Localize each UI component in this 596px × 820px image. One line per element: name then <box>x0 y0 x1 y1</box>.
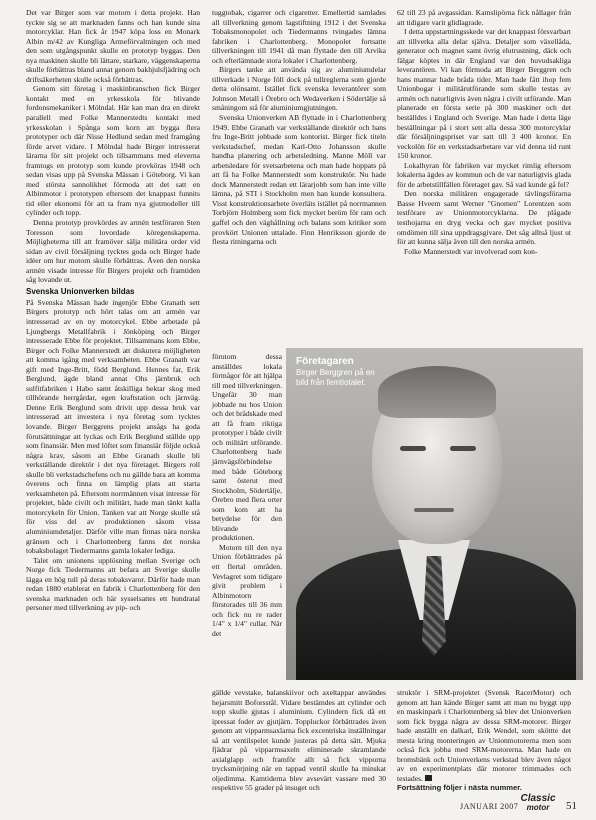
article-column-2-bottom <box>212 688 386 793</box>
photo-mouth <box>414 508 454 512</box>
body-paragraph: Denna prototyp provkördes av armén testföraren Sten Toresson som lovordade köregenskaperna. Möjligheterna till att framöver sälja militära order vid sidan av civil försäljning tycktes goda och Birger hade idéer om hur motorn skulle förbättras. Även den norska armén visade intresse för Birgers projekt och framtiden såg lovande ut. <box>26 218 200 285</box>
continued-note: Fortsättning följer i nästa nummer. <box>397 783 522 793</box>
body-paragraph <box>397 688 571 783</box>
article-column-1 <box>26 8 200 613</box>
body-paragraph: tuggtobak, cigarrer och cigaretter. Emellertid samlades all tillverkning genom lagstiftning 1912 i det Svenska Tobaksmonopolet och Tiedermanns tvingades lämna fabriken i Charlottenberg. Monopolet fortsatte tillverkningen till 1941 då man flyttade den till Arvika och efterlämnade stora lokaler i Charlottenberg. <box>212 8 386 65</box>
body-paragraph: Folke Mannerstedt var involverad som kon- <box>404 246 538 256</box>
photo-brow <box>450 446 476 451</box>
body-paragraph: I detta uppstartningsskede var det knappast försvarbart att tillverka alla delar själva. Detaljer som växellåda, generator och magnet samt övrig elutrustning, däck och fälgar köptes in där England var den huvudsakliga leverantören. Vi kan förmoda att Birger Berggren och hans mannar hade bråda tider. Man hade fått ihop fem Unionbogar i militärutförande som skulle testas av armén och naturligtvis även några i civilt utförande. Man planerade en första serie på 300 maskiner och det beställdes i England och Sverige. Man hade i detta läge beställningar på i stort sett alla dessa 300 motorcyklar där försäljningspriset var satt till 3 400 kronor. En veckolön för en verkstadsarbetare var vid denna tid runt 150 kronor. <box>397 27 571 161</box>
logo-line-1: Classic <box>520 793 556 804</box>
body-paragraph: Talet om unionens upplösning mellan Sverige och Norge fick Tiedermanns att befara att Sverige skulle lägga en hög tull på deras tobaksvaror. Därför hade man redan 1880 etablerat en fabrik i Charlottenberg för den svenska marknaden och här sysselsattes ett hundratal personer med tillverkning av pip- och <box>26 555 200 613</box>
photo-caption-title: Företagaren <box>296 356 354 367</box>
magazine-logo <box>516 794 560 812</box>
body-paragraph: Genom sitt företag i maskinbranschen fick Birger kontakt med en yrkesskola för blivande fordonsmekaniker i Mölndal. Här kan man dra en direkt parallell med Folke Mannerstedts kontakt med yrkesskolan i Spånga som korn att bygga flera prototyper och där Nisse Hedlund sedan med framgång förde arvet vidare. I Mölndal hade Birger intresserat lärarna för sitt projekt och tillsammans med eleverna framtogs en prototyp som kunde provköras 1948 och sedan visas upp på Svenska Mässan i Göteborg. Vi kan med största sannolikhet förmoda att det satt en Albinmotor i prototypen eftersom det knappast funnits tid eller ekonomi för att ta fram nya gjutmodeller till cylinder och topp. <box>26 84 200 218</box>
body-paragraph: gällde vevstake, balanskiivor och axeltappar användes hejarsmitt Boforsstål. Vidare bestämdes att cylinder och topp skulle gjutas i aluminium. Cylindern fick då ett ipressat foder av gjutjärn. Toppluckor förbättrades även genom att vipparmsaxlarna fick excentriska inställningar så att ventilspelet kunde justeras på detta sätt. Mjuka fjädrar på vipparmsaxeln eliminerade skramlande axialglapp och framför allt så fick vipporna trycksmörjning när en tappad ventil skulle ha minskat oljedimma. Kamtiderna blev avsevärt vassare med 30 respektive 55 grader på insuget och <box>212 688 386 793</box>
section-heading: Svenska Unionverken bildas <box>26 286 135 296</box>
body-paragraph: På Svenska Mässan hade ingenjör Ebbe Granath sett Birgers prototyp och hört talas om att armén var intresserad av en ny motorcykel. Ebbe arbetade på Ljungbergs Metallfabrik i Jönköping och Birger intresserade Ebbe för projektet. Tillsammans kom Ebbe, Birger och Folke Mannerstedt att diskutera möjligheten att komma igång med verksamheten. Ebbe Granath var gift med Inge-Britt, född Berglund. Hennes far, Erik Berglund, ägde bland annat Ohs järnbruk och sulfitfabriken i Habo samt åtskilliga hektar skog med tillhörande herrgårdar, egen kraftstation och järnväg. Denne Erik Berglund som drivit upp dessa bruk var intresserad att investera i nya företag som tycktes lovande. Birger Berggrens projekt ansågs ha goda förutsättningar att lyckas och Erik Berglund ställde upp som finansiär. Men med löftet som finansiär följde också några krav, såsom att Ebbe Granath skulle bli verkställande direktör i det nya företaget. Birgers roll skulle bli verkstadschefens och nu gällde bara att komma överens och finna en lämplig plats att starta verksamheten på. Eftersom norrmännen visat intresse för projektet, både civilt och militärt, hade man tänkt kalla motorcykeln för Union. Tanken var att Norge skulle stå för viss del av produktionen såsom vissa aluminiumdetaljer. Därför ville man finnas nära norska gränsen och i Charlottenberg fanns det norska tobaksbolaget Tiedermanns gamla lokaler lediga. <box>26 297 200 556</box>
logo-line-2: motor <box>526 803 550 812</box>
article-column-3-bottom <box>397 688 571 793</box>
photo-hair <box>378 366 496 418</box>
issue-date: JANUARI 2007 <box>460 802 519 811</box>
photo-caption <box>296 356 386 387</box>
body-paragraph: Lokalhyran för fabriken var mycket rimlig eftersom lokalerna ägdes av kommun och de var naturligtvis glada för de arbetstillfällen företaget gav. Så vad kunde gå fel? <box>397 160 571 189</box>
body-paragraph: Den norska militären engagerade tävlingsförarna Basse Hveem samt Werner "Gnomen" Lorentzen som testförare av Unionmotorcyklarna. De plågade testhojarna en dryg vecka och gav mycket positiva omdömen till sina uppdragsgivare. Det såg alltså ljust ut för att kunna sälja även till den norska armén. <box>397 189 571 247</box>
body-paragraph: Birgers tanke att använda sig av aluminiumdelar tillverkade i Norge föll dock på tullreglerna som gjorde detta olönsamt. Istället fick svenska leverantörer som Johnson Metall i Örebro och Wedaverken i Södertälje så småningom stå för aluminiumgjutningen. <box>212 65 386 113</box>
continued-note-para <box>397 783 571 793</box>
body-paragraph: Svenska Unionverken AB flyttade in i Charlottenberg 1949. Ebbe Granath var verkställande direktör och hans fru Inge-Britt jobbade som kontorist. Birger fick titeln verkstadschef, medan Karl-Otto Johansson skulle handha planering och arbetsledning. Manne Möll var arbetsledare för svetsarbetena och man hade hoppats på att få ha Folke Mannerstedt som konstruktör. Nu hade dock Mannerstedt redan ett lärarjobb som han inte ville lämna, på STI i Stockholm men han kunde konsultera. Visst konstruktionsarbete överläts istället på norrmannen Torbjörn Holmberg som fick mycket beröm för ram och gaffel och den väghållning och balans som kritiker som provkört Unionen uttalade. Finn Henriksson gjorde de flesta ritningarna och <box>212 113 386 247</box>
body-paragraph: förutom dessa anställdes lokala förmågor för att hjälpa till med tillverkningen. Ungefär 30 man jobbade nu hos Union och det brådskade med att få fram riktiga prototyper i både civilt och militärt utförande. Charlottenberg hade järnvägsförbindelse med både Göteborg samt österut med Stockholm, Södertälje, Örebro med flera orter som kom att ha betydelse för den blivande produktionen. <box>212 352 282 543</box>
portrait-photo <box>286 348 583 680</box>
photo-caption-text: Birger Berggren på en bild från femtiotalet. <box>296 368 375 387</box>
body-text: struktör i SRM-projektet (Svensk RacerMotor) och genom att han kände Birger samt att man nu byggt upp en maskinpark i Charlottenberg så blev det Unionverken som fick bygga några av dessa SRM-motorer. Birger hade anställt en dalkarl, Erik Wendel, som sköttte det mesta kring monteringen av Unionmotorerna men som också fick jobba med SRM-motorerna. Man hade en bromsbänk och Unionverkens verkstad blev även något av en experimentplats där motorer trimmades och testades. <box>397 688 571 783</box>
end-mark-icon <box>425 775 432 781</box>
page-number: 51 <box>566 800 577 812</box>
body-paragraph: 62 till 23 på avgassidan. Kamslipörna fick nållager från att tidigare varit glidlagrade. <box>397 8 571 27</box>
article-column-3 <box>397 8 571 256</box>
photo-brow <box>400 446 426 451</box>
body-paragraph: Motorn till den nya Union förbättrades på ett flertal områden. Vevlagret som tidigare givit problem i Albinmotorn förstorades till 36 mm och fick nu re rader 1/4" x 1/4" rullar. När det <box>212 542 282 638</box>
body-paragraph: Det var Birger som var motorn i detta projekt. Han tyckte sig se att marknaden fanns och han kunde sina motorcyklar. Han fick år 1947 köpa loss en Monark Albin m/42 av Kungliga Armeförvaltningen och med den som utgångspunkt skulle en prototyp byggas. Den nya maskinen skulle bli lättare, starkare, väggenskaperna skulle förbättras bland annat genom bakhjulsfjädring och driftsäkerheten skulle också förbättras. <box>26 8 200 84</box>
article-column-2 <box>212 8 386 247</box>
article-column-2-narrow <box>212 352 282 638</box>
page-footer <box>430 793 580 814</box>
